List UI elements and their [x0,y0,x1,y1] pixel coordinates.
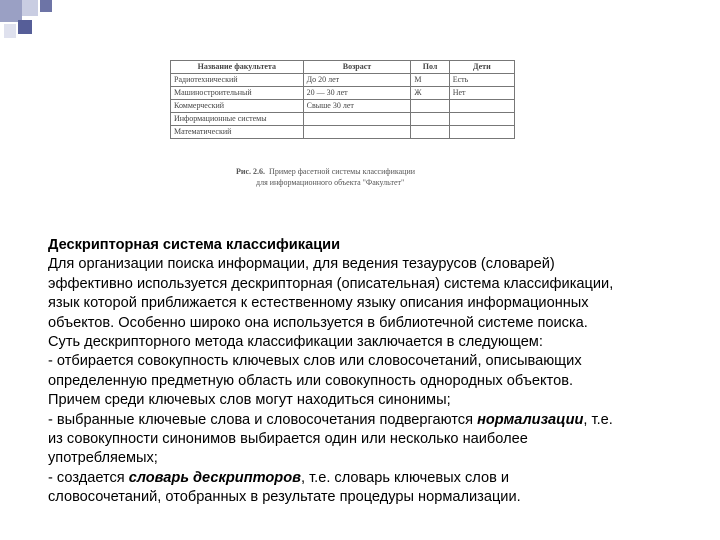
body-text [48,236,688,508]
table-row [171,126,515,139]
text-line [48,469,688,488]
text-line: употребляемых; [48,450,158,467]
text-line: эффективно используется дескрипторная (описательная) система классификации, [48,275,614,292]
text-line: определенную предметную область или совокупность однородных объектов. [48,372,574,389]
text-fragment: - создается [48,469,129,486]
caption-text: Пример фасетной системы классификации [269,167,416,176]
header-cell: Возраст [303,61,411,74]
table-row [171,100,515,113]
table-cell [411,113,449,126]
text-line [48,411,688,430]
table-cell [449,126,514,139]
table-cell: Радиотехнический [171,74,304,87]
figure-number: Рис. 2.6. [236,167,266,176]
table-cell [411,100,449,113]
table-cell: Нет [449,87,514,100]
text-fragment: - выбранные ключевые слова и словосочетания подвергаются [48,411,478,428]
caption-line [236,166,476,177]
table-cell [303,126,411,139]
corner-square-5 [18,20,32,34]
faceted-classification-table-image [170,60,515,139]
table-cell: Математический [171,126,304,139]
table-row [171,87,515,100]
table-cell: Есть [449,74,514,87]
caption-line [236,177,476,188]
table-cell: Коммерческий [171,100,304,113]
text-line: язык которой приближается к естественному языку описания информационных [48,295,589,312]
header-cell: Пол [411,61,449,74]
table-cell [303,113,411,126]
table-row [171,74,515,87]
table-cell: Ж [411,87,449,100]
header-cell: Дети [449,61,514,74]
table-cell [411,126,449,139]
header-cell: Название факультета [171,61,304,74]
table-cell: Свыше 30 лет [303,100,411,113]
faceted-classification-table [170,60,515,139]
table-cell: М [411,74,449,87]
text-line: словосочетаний, отобранных в результате процедуры нормализации. [48,489,521,506]
text-line: Причем среди ключевых слов могут находиться синонимы; [48,392,451,409]
text-line: из совокупности синонимов выбирается один или несколько наиболее [48,431,528,448]
table-cell: Машиностроительный [171,87,304,100]
table-cell: До 20 лет [303,74,411,87]
key-term: нормализации [477,411,584,428]
corner-square-4 [4,24,16,38]
caption-text: для информационного объекта "Факультет" [256,178,405,187]
table-cell [449,113,514,126]
text-line: объектов. Особенно широко она используется в библиотечной системе поиска. [48,314,588,331]
text-line: Суть дескрипторного метода классификации заключается в следующем: [48,334,543,351]
table-row [171,113,515,126]
table-header-row [171,61,515,74]
figure-caption [236,166,476,188]
text-line: Для организации поиска информации, для ведения тезаурусов (словарей) [48,256,555,273]
table-cell: Информационные системы [171,113,304,126]
table-cell [449,100,514,113]
corner-square-1 [0,0,22,22]
text-fragment: , т.е. словарь ключевых слов и [300,469,510,486]
text-line: - отбирается совокупность ключевых слов или словосочетаний, описывающих [48,353,582,370]
table-cell: 20 — 30 лет [303,87,411,100]
key-term: словарь дескрипторов [128,469,301,486]
corner-square-2 [22,0,38,16]
text-fragment: , т.е. [583,411,613,428]
section-heading: Дескрипторная система классификации [48,237,341,253]
corner-square-3 [40,0,52,12]
